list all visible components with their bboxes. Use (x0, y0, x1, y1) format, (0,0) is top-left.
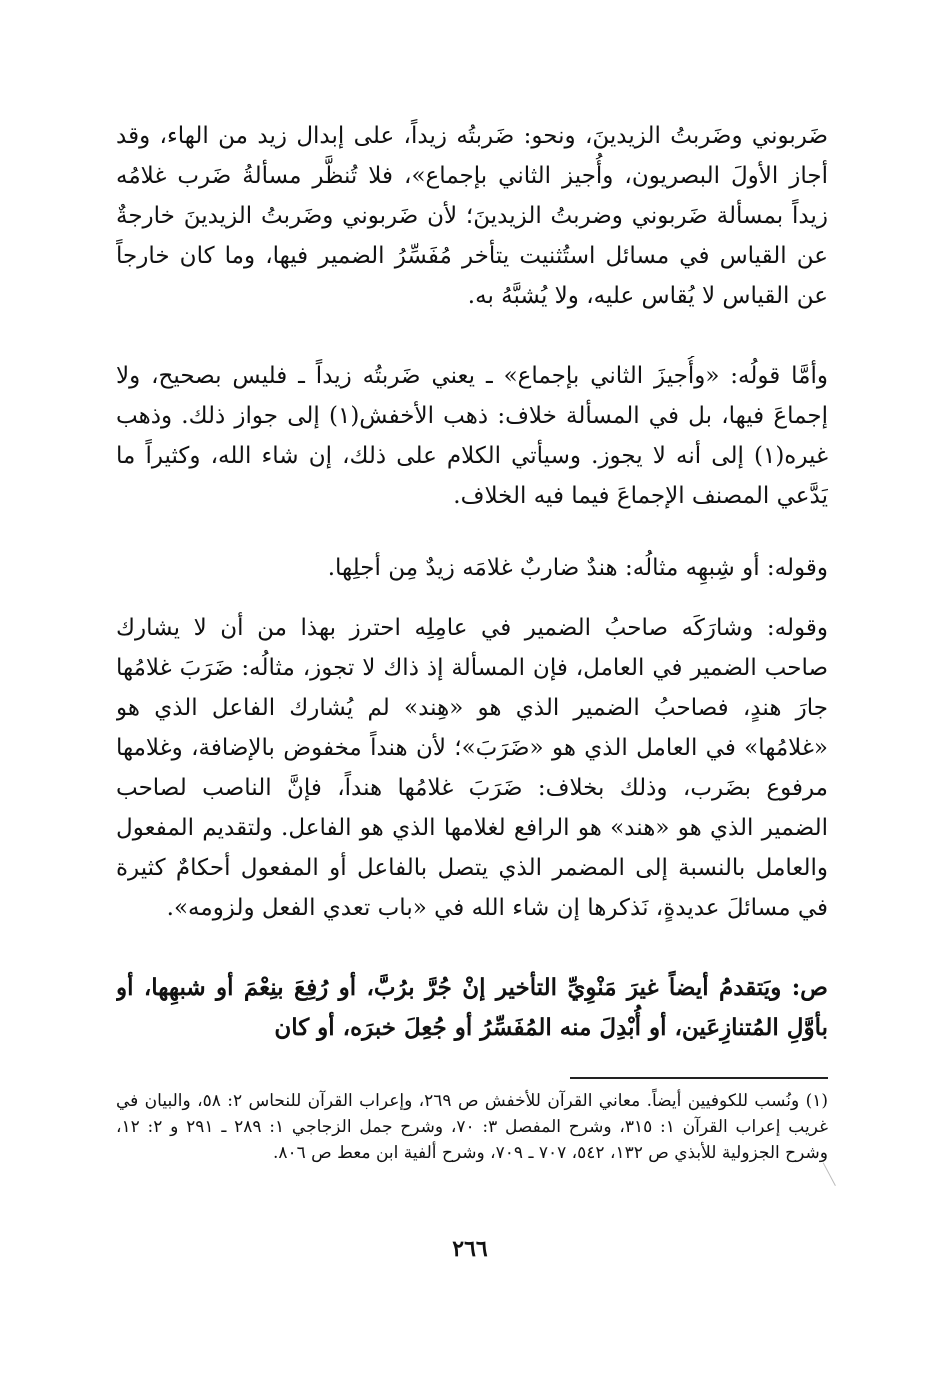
page-number: ٢٦٦ (452, 1236, 488, 1262)
footnote-text: (١) ونُسب للكوفيين أيضاً. معاني القرآن للأخفش ص ٢٦٩، وإعراب القرآن للنحاس ٢: ٥٨، والبيان في غريب إعراب القرآن ١: ٣١٥، وشرح المفصل ٣: ٧٠، وشرح جمل الزجاجي ١: ٢٨٩ ـ ٢٩١ و ٢: ١٢، وشرح الجزولية للأبذي ص ١٣٢، ٥٤٢، ٧٠٧ ـ ٧٠٩، وشرح ألفية ابن معط ص ٨٠٦. (116, 1091, 828, 1163)
scan-artifact-mark (823, 1156, 848, 1186)
paragraph-2: وأمَّا قولُه: «وأُجيزَ الثاني بإجماع» ـ يعني ضَربتُه زيداً ـ فليس بصحيح، ولا إجماعَ فيها، بل في المسألة خلاف: ذهب الأخفش(١) إلى جواز ذلك. وذهب غيره(١) إلى أنه لا يجوز. وسيأتي الكلام على ذلك، إن شاء الله، وكثيراً ما يَدَّعي المصنف الإجماعَ فيما فيه الخلاف. (116, 363, 828, 509)
paragraph-5-bold-matn: ص: ويَتقدمُ أيضاً غيرَ مَنْوِيِّ التأخير إنْ جُرَّ برُبَّ، أو رُفِعَ بنِعْمَ أو شبهِها، أو بأوَّلِ المُتنازِعَين، أو أُبْدِلَ منه المُفَسِّرُ أو جُعِلَ خبرَه، أو كان (116, 974, 828, 1041)
paragraph-1: ضَربوني وضَربتُ الزيدينَ، ونحو: ضَربتُه زيداً، على إبدال زيد من الهاء، وقد أجاز الأولَ البصريون، وأُجيز الثاني بإجماع»، فلا تُنظَّر مسألةُ ضَرب غلامُه زيداً بمسألة ضَربوني وضربتُ الزيدينَ؛ لأن ضَربوني وضَربتُ الزيدينَ خارجةٌ عن القياس في مسائل استُثنيت يتأخر مُفَسِّرُ الضمير فيها، وما كان خارجاً عن القياس لا يُقاس عليه، ولا يُشبَّهُ به. (116, 123, 828, 309)
paragraph-3: وقوله: أو شِبهِه مثالُه: هندٌ ضاربٌ غلامَه زيدٌ مِن أجلِها. (327, 555, 828, 581)
paragraph-4: وقوله: وشارَكَه صاحبُ الضمير في عامِلِه احترز بهذا من أن لا يشارك صاحب الضمير في العامل، فإن المسألة إذ ذاك لا تجوز، مثالُه: ضَرَبَ غلامُها جارَ هندٍ، فصاحبُ الضمير الذي هو «هِند» لم يُشارك الفاعل الذي هو «غلامُها» في العامل الذي هو «ضَرَبَ»؛ لأن هنداً مخفوض بالإضافة، وغلامها مرفوع بضَرب، وذلك بخلاف: ضَرَبَ غلامُها هنداً، فإنَّ الناصب لصاحب الضمير الذي هو «هند» هو الرافع لغلامها الذي هو الفاعل. ولتقديم المفعول والعامل بالنسبة إلى المضمر الذي يتصل بالفاعل أو المفعول أحكامٌ كثيرة في مسائلَ عديدةٍ، نَذكرها إن شاء الله في «باب تعدي الفعل ولزومه». (116, 615, 828, 921)
footnote-separator (570, 1077, 828, 1079)
